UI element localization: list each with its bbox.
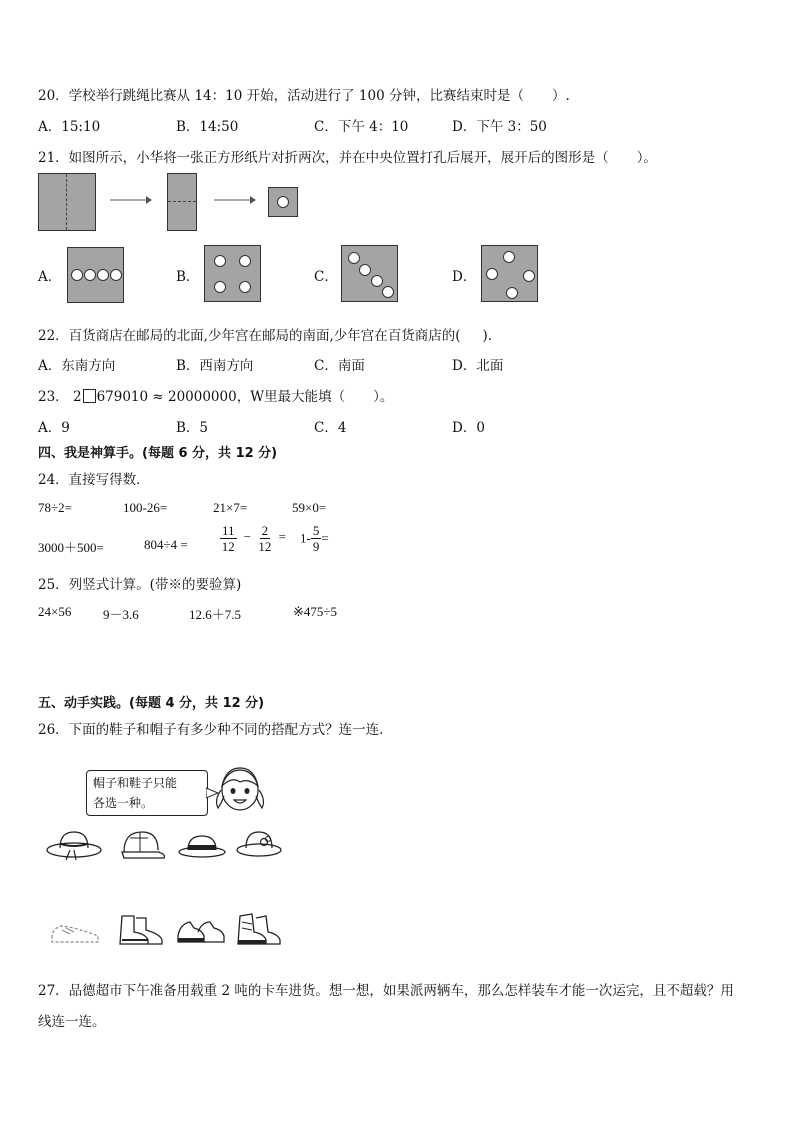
q21-option-d-figure xyxy=(481,245,538,302)
q21-option-c-figure xyxy=(341,245,398,302)
sports-shoes-icon xyxy=(174,914,226,946)
q22-option-b: B．西南方向 xyxy=(176,358,254,374)
question-21: 21．如图所示，小华将一张正方形纸片对折两次，并在中央位置打孔后展开，展开后的图形是（ ）。 xyxy=(38,150,657,166)
blank-box xyxy=(83,389,96,403)
sneaker-icon xyxy=(48,918,102,946)
section-5-title: 五、动手实践。(每题 4 分，共 12 分) xyxy=(38,696,265,711)
q23-option-a: A．9 xyxy=(38,420,70,436)
paper-folded-twice-punched xyxy=(268,187,298,217)
q22-option-a: A．东南方向 xyxy=(38,358,116,374)
arrow-right-icon xyxy=(108,194,152,206)
q22-option-d: D．北面 xyxy=(452,358,504,374)
girl-icon xyxy=(212,760,268,822)
paper-square xyxy=(38,173,96,231)
fedora-hat-icon xyxy=(176,830,228,860)
q20-option-b: B．14:50 xyxy=(176,119,239,135)
fraction-expression-2: 1- $\frac{5}{9}$ = xyxy=(300,523,329,554)
boots-icon xyxy=(116,912,166,948)
q20-option-d: D．下午 3：50 xyxy=(452,119,547,135)
section-4-title: 四、我是神算手。(每题 6 分，共 12 分) xyxy=(38,446,278,461)
vertical-calc-item: 9－3.6 xyxy=(103,607,139,622)
q23-option-c: C．4 xyxy=(314,420,347,436)
hat-bow-icon xyxy=(44,826,104,862)
calc-item: 78÷2= xyxy=(38,500,72,515)
q21-option-a-figure xyxy=(67,247,124,303)
high-top-shoes-icon xyxy=(234,910,282,948)
question-27-line1: 27．品德超市下午准备用载重 2 吨的卡车进货。想一想，如果派两辆车，那么怎样装车才能一次运完，且不超载？用 xyxy=(38,983,734,999)
question-25: 25．列竖式计算。(带※的要验算) xyxy=(38,577,242,593)
calc-item: 100-26= xyxy=(123,500,168,515)
q20-option-c: C．下午 4：10 xyxy=(314,119,409,135)
question-26: 26．下面的鞋子和帽子有多少种不同的搭配方式？连一连． xyxy=(38,722,393,738)
q23-option-d: D．0 xyxy=(452,420,485,436)
fraction-expression-1: $\frac{11}{12}$ − $\frac{2}{12}$ = xyxy=(221,523,286,554)
question-22: 22．百货商店在邮局的北面,少年宫在邮局的南面,少年宫在百货商店的( ). xyxy=(38,328,493,344)
q21-option-b-label: B． xyxy=(176,269,200,285)
calc-item: 804÷4 = xyxy=(144,537,188,552)
calc-item: 59×0= xyxy=(292,500,327,515)
vertical-calc-item: ※475÷5 xyxy=(293,604,338,619)
q21-option-d-label: D． xyxy=(452,269,477,285)
q22-option-c: C．南面 xyxy=(314,358,365,374)
calc-item: 3000＋500= xyxy=(38,540,104,555)
question-23: 23． 2 679010 ≈ 20000000，W里最大能填（ ）。 xyxy=(38,389,394,405)
q21-option-a-label: A． xyxy=(38,269,62,285)
q20-option-a: A．15:10 xyxy=(38,119,101,135)
q21-option-b-figure xyxy=(204,245,261,302)
question-20: 20．学校举行跳绳比赛从 14：10 开始，活动进行了 100 分钟，比赛结束时是（ ）. xyxy=(38,88,570,104)
q23-option-b: B．5 xyxy=(176,420,209,436)
sun-hat-flower-icon xyxy=(234,826,284,860)
question-24: 24．直接写得数． xyxy=(38,472,150,488)
vertical-calc-item: 24×56 xyxy=(38,604,72,619)
cap-icon xyxy=(118,828,168,862)
arrow-right-icon xyxy=(212,194,256,206)
paper-folded-once xyxy=(167,173,197,231)
q21-option-c-label: C． xyxy=(314,269,338,285)
question-27-line2: 线连一连。 xyxy=(38,1014,106,1030)
vertical-calc-item: 12.6＋7.5 xyxy=(189,607,242,622)
speech-bubble: 帽子和鞋子只能 各选一种。 xyxy=(86,770,208,816)
calc-item: 21×7= xyxy=(213,500,248,515)
